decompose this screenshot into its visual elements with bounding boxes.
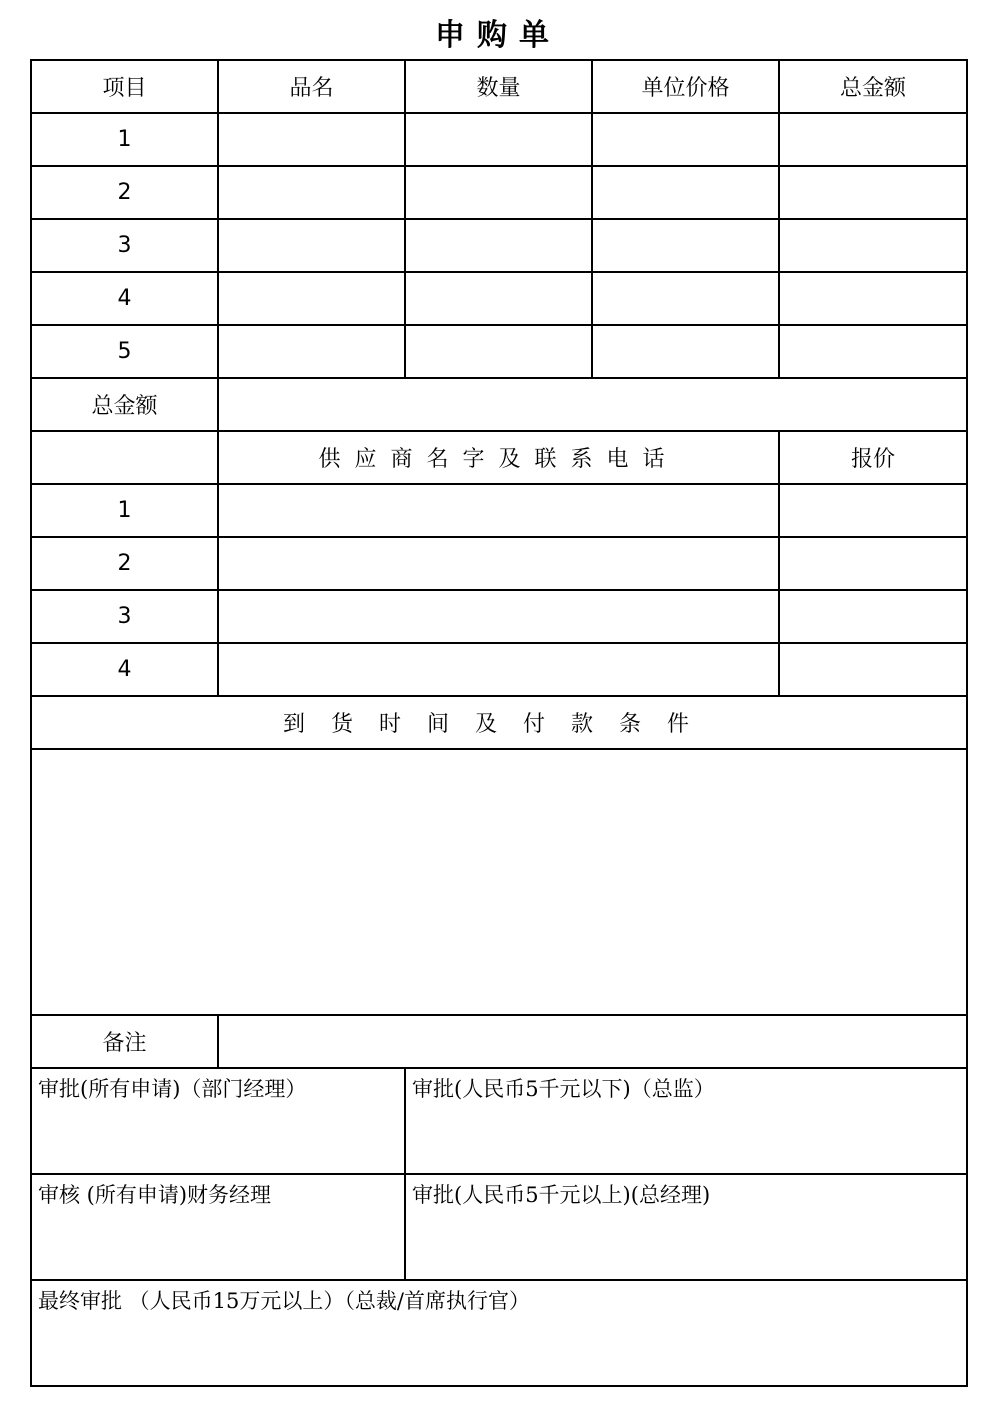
grand-total-label: 总金额 (31, 378, 218, 431)
unit-price-cell[interactable] (592, 272, 779, 325)
quantity-cell[interactable] (405, 166, 592, 219)
approval-dept-manager[interactable]: 审批(所有申请)（部门经理） (31, 1068, 405, 1174)
item-number: 2 (31, 166, 218, 219)
item-row (31, 272, 967, 325)
unit-price-cell[interactable] (592, 219, 779, 272)
approval-general-manager[interactable]: 审批(人民币5千元以上)(总经理) (405, 1174, 967, 1280)
items-header-row (31, 60, 967, 113)
total-amount-cell[interactable] (779, 166, 967, 219)
header-total-amount: 总金额 (779, 60, 967, 113)
purchase-request-form (30, 59, 968, 1387)
quote-cell[interactable] (779, 643, 967, 696)
item-number: 1 (31, 113, 218, 166)
item-number: 4 (31, 272, 218, 325)
quantity-cell[interactable] (405, 272, 592, 325)
review-finance-manager[interactable]: 审核 (所有申请)财务经理 (31, 1174, 405, 1280)
item-number: 3 (31, 219, 218, 272)
supplier-header-blank (31, 431, 218, 484)
unit-price-cell[interactable] (592, 113, 779, 166)
final-approval-ceo[interactable]: 最终审批 （人民币15万元以上）（总裁/首席执行官） (31, 1280, 967, 1386)
supplier-number: 3 (31, 590, 218, 643)
product-name-cell[interactable] (218, 219, 405, 272)
supplier-name-phone-cell[interactable] (218, 537, 779, 590)
final-approval-row (31, 1280, 967, 1386)
item-row (31, 219, 967, 272)
product-name-cell[interactable] (218, 325, 405, 378)
delivery-terms-row (31, 749, 967, 1015)
item-row (31, 325, 967, 378)
remarks-cell[interactable] (218, 1015, 967, 1068)
item-row (31, 113, 967, 166)
supplier-name-phone-cell[interactable] (218, 590, 779, 643)
quantity-cell[interactable] (405, 219, 592, 272)
item-number: 5 (31, 325, 218, 378)
supplier-row (31, 590, 967, 643)
quantity-cell[interactable] (405, 325, 592, 378)
product-name-cell[interactable] (218, 272, 405, 325)
quantity-cell[interactable] (405, 113, 592, 166)
supplier-name-phone-cell[interactable] (218, 643, 779, 696)
item-row (31, 166, 967, 219)
header-unit-price: 单位价格 (592, 60, 779, 113)
supplier-name-phone-cell[interactable] (218, 484, 779, 537)
supplier-number: 4 (31, 643, 218, 696)
header-quantity: 数量 (405, 60, 592, 113)
quote-cell[interactable] (779, 590, 967, 643)
supplier-number: 1 (31, 484, 218, 537)
delivery-terms-cell[interactable] (31, 749, 967, 1015)
supplier-row (31, 484, 967, 537)
remarks-label: 备注 (31, 1015, 218, 1068)
total-amount-cell[interactable] (779, 219, 967, 272)
page-title: 申购单 (435, 18, 561, 53)
quote-cell[interactable] (779, 484, 967, 537)
unit-price-cell[interactable] (592, 325, 779, 378)
approval-row (31, 1068, 967, 1174)
unit-price-cell[interactable] (592, 166, 779, 219)
approval-director[interactable]: 审批(人民币5千元以下)（总监） (405, 1068, 967, 1174)
header-supplier-name-phone: 供应商名字及联系电话 (218, 431, 779, 484)
grand-total-row (31, 378, 967, 431)
supplier-row (31, 537, 967, 590)
approval-row (31, 1174, 967, 1280)
total-amount-cell[interactable] (779, 325, 967, 378)
grand-total-value-cell[interactable] (218, 378, 967, 431)
delivery-header-row (31, 696, 967, 749)
remarks-row (31, 1015, 967, 1068)
supplier-row (31, 643, 967, 696)
supplier-header-row (31, 431, 967, 484)
quote-cell[interactable] (779, 537, 967, 590)
header-quote: 报价 (779, 431, 967, 484)
header-delivery-payment-terms: 到货时间及付款条件 (31, 696, 967, 749)
product-name-cell[interactable] (218, 166, 405, 219)
product-name-cell[interactable] (218, 113, 405, 166)
supplier-number: 2 (31, 537, 218, 590)
total-amount-cell[interactable] (779, 272, 967, 325)
header-item: 项目 (31, 60, 218, 113)
header-product-name: 品名 (218, 60, 405, 113)
total-amount-cell[interactable] (779, 113, 967, 166)
